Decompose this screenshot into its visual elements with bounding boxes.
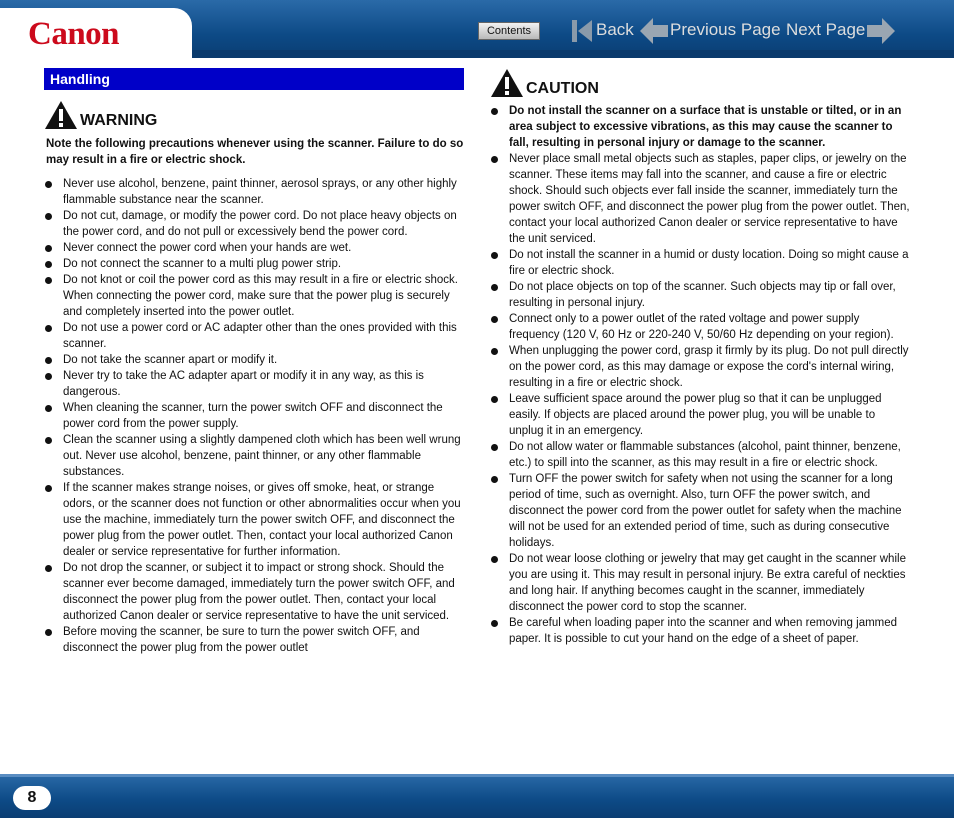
warning-heading-text: WARNING [80, 112, 158, 129]
caution-heading-text: CAUTION [526, 80, 599, 97]
back-button[interactable] [572, 16, 634, 44]
list-item: Do not install the scanner in a humid or dusty location. Doing so might cause a fire or electric shock. [490, 247, 910, 279]
list-item: Do not cut, damage, or modify the power cord. Do not place heavy objects on the power cord, and do not pull or excessively bend the power cord. [44, 208, 464, 240]
list-item: Do not drop the scanner, or subject it to impact or strong shock. Should the scanner ever become damaged, immediately turn the power switch OFF, and disconnect the power plug from the power outlet. Then, contact your local authorized Canon dealer or service representative to have the unit serviced. [44, 560, 464, 624]
list-item: Connect only to a power outlet of the rated voltage and power supply frequency (120 V, 60 Hz or 220-240 V, 50/60 Hz depending on your region). [490, 311, 910, 343]
list-item: Leave sufficient space around the power plug so that it can be unplugged easily. If objects are placed around the power plug, you will be unable to unplug it in an emergency. [490, 391, 910, 439]
next-page-button[interactable] [786, 16, 895, 44]
list-item: Do not install the scanner on a surface that is unstable or tilted, or in an area subject to excessive vibrations, as this may cause the scanner to fall, resulting in personal injury or damage to the scanner. [490, 103, 910, 151]
list-item: Never connect the power cord when your hands are wet. [44, 240, 464, 256]
list-item: Before moving the scanner, be sure to turn the power switch OFF, and disconnect the power plug from the power outlet [44, 624, 464, 656]
list-item: When cleaning the scanner, turn the power switch OFF and disconnect the power cord from the power supply. [44, 400, 464, 432]
next-page-label: Next Page [786, 20, 866, 39]
list-item: Turn OFF the power switch for safety when not using the scanner for a long period of time, such as overnight. Also, turn OFF the power switch, and disconnect the power cord from the power outlet for safety when the machine will not be used for an extended period of time, such as during consecutive holidays. [490, 471, 910, 551]
previous-page-label: Previous Page [670, 20, 781, 39]
section-title: Handling [44, 68, 464, 90]
left-arrow-icon [640, 18, 668, 44]
list-item: When unplugging the power cord, grasp it firmly by its plug. Do not pull directly on the power cord, as this may damage or expose the cord's internal wiring, resulting in a fire or electric shock. [490, 343, 910, 391]
list-item: Do not wear loose clothing or jewelry that may get caught in the scanner while you are using it. This may result in personal injury. Be extra careful of neckties and long hair. If anything becomes caught in the scanner, immediately disconnect the power cord to stop the scanner. [490, 551, 910, 615]
bottom-banner-line [0, 774, 954, 777]
warning-heading [44, 100, 157, 130]
warning-icon [44, 100, 78, 130]
back-arrow-icon [578, 20, 592, 42]
previous-page-button[interactable] [640, 16, 781, 44]
list-item: If the scanner makes strange noises, or gives off smoke, heat, or strange odors, or the scanner does not function or other abnormalities occur when you use the machine, immediately turn the power switch OFF, and disconnect the power plug from the power outlet. Then, contact your local authorized Canon dealer or service representative for further information. [44, 480, 464, 560]
list-item: Never place small metal objects such as staples, paper clips, or jewelry on the scanner. These items may fall into the scanner, and cause a fire or electric shock. Should such objects ever fall inside the scanner, immediately turn the power switch OFF, and disconnect the power plug from the power outlet. Then, contact your local authorized Canon dealer or service representative to have the unit serviced. [490, 151, 910, 247]
list-item: Be careful when loading paper into the scanner and when removing jammed paper. It is possible to cut your hand on the edge of a sheet of paper. [490, 615, 910, 647]
caution-heading [490, 68, 599, 98]
list-item: Do not knot or coil the power cord as this may result in a fire or electric shock. When connecting the power cord, make sure that the power plug is securely and completely inserted into the power outlet. [44, 272, 464, 320]
bottom-banner [0, 774, 954, 818]
contents-button[interactable]: Contents [478, 22, 540, 40]
list-item: Do not place objects on top of the scanner. Such objects may tip or fall over, resulting in personal injury. [490, 279, 910, 311]
back-label: Back [596, 20, 634, 39]
canon-logo: Canon [28, 16, 120, 52]
caution-icon [490, 68, 524, 98]
warning-intro: Note the following precautions whenever using the scanner. Failure to do so may result in a fire or electric shock. [46, 138, 464, 166]
warning-list [44, 176, 464, 656]
list-item: Do not take the scanner apart or modify it. [44, 352, 464, 368]
caution-list [490, 103, 910, 647]
page-number: 8 [13, 786, 51, 810]
list-item: Never use alcohol, benzene, paint thinner, aerosol sprays, or any other highly flammable substance near the scanner. [44, 176, 464, 208]
right-arrow-icon [867, 18, 895, 44]
first-bar-icon [572, 20, 577, 42]
list-item: Do not use a power cord or AC adapter other than the ones provided with this scanner. [44, 320, 464, 352]
list-item: Do not allow water or flammable substances (alcohol, paint thinner, benzene, etc.) to spill into the scanner, as this may result in a fire or electric shock. [490, 439, 910, 471]
list-item: Clean the scanner using a slightly dampened cloth which has been well wrung out. Never use alcohol, benzene, paint thinner, or any other flammable substances. [44, 432, 464, 480]
list-item: Never try to take the AC adapter apart or modify it in any way, as this is dangerous. [44, 368, 464, 400]
list-item: Do not connect the scanner to a multi plug power strip. [44, 256, 464, 272]
